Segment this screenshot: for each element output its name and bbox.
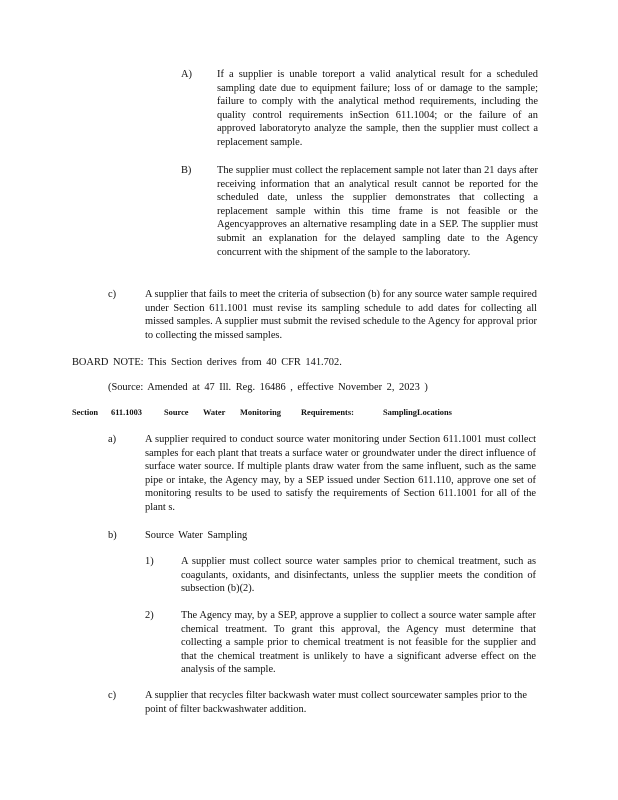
paragraph-b-2: The Agency may, by a SEP, approve a supplier to collect a source water sample after chemical treatment. To grant this approval, the Agency must determine that collecting a sample prior to chemical treatment is not feasible for the supplier and that the chemical treatment is unlikely to have a significant adverse effect on the analysis of the sample. — [181, 610, 536, 676]
list-label-b: b) — [108, 530, 117, 541]
paragraph-b-1: A supplier must collect source water samples prior to chemical treatment, such as coagulants, oxidants, and disinfectants, unless the supplier meets the condition of subsection (b)(2). — [181, 556, 536, 595]
sublist-label-1: 1) — [145, 556, 154, 567]
section-title-word: Source — [164, 408, 189, 417]
paragraph-B: The supplier must collect the replacement sample not later than 21 days after receiving information that an analytical result cannot be reported for the scheduled date, unless the supplier demonstrates that collecting a replacement sample within this time frame is not feasible or the Agencyapproves an alternative resampling date in a SEP. The supplier must submit an explanation for the delayed sampling date to the Agency concurrent with the shipment of the sample to the laboratory. — [217, 165, 538, 258]
section-title-word: SamplingLocations — [383, 408, 452, 417]
paragraph-c-upper: A supplier that fails to meet the criteria of subsection (b) for any source water sample required under Section 611.1001 must revise its sampling schedule to add dates for collecting all missed samples. A supplier must submit the revised schedule to the Agency for approval prior to collecting the missed samples. — [145, 289, 537, 341]
sublist-label-2: 2) — [145, 610, 154, 621]
section-title-word: Water — [203, 408, 226, 417]
source-note: (Source: Amended at 47 Ill. Reg. 16486 , effective November 2, 2023 ) — [108, 382, 428, 393]
section-word: Section — [72, 408, 99, 417]
list-label-c: c) — [108, 690, 117, 701]
section-number: 611.1003 — [111, 408, 142, 417]
paragraph-c: A supplier that recycles filter backwash water must collect sourcewater samples prior to the point of filter backwashwater addition. — [145, 690, 527, 715]
board-note: BOARD NOTE: This Section derives from 40 CFR 141.702. — [72, 357, 342, 368]
paragraph-A: If a supplier is unable toreport a valid analytical result for a scheduled sampling date due to equipment failure; loss of or damage to the sample; failure to comply with the analytical method requirements, including the quality control requirements inSection 611.1004; or the failure of an approved laboratoryto analyze the sample, then the supplier must collect a replacement sample. — [217, 69, 538, 148]
section-title-word: Requirements: — [301, 408, 354, 417]
list-label-A: A) — [181, 69, 192, 80]
paragraph-a: A supplier required to conduct source water monitoring under Section 611.1001 must collect samples for each plant that treats a surface water or groundwater under the direct influence of surface water source. If multiple plants draw water from the same influent, such as the same pipe or intake, the Agency may, by a SEP issued under Section 611.110, approve one set of monitoring results to be used to satisfy the requirements of Section 611.1001 for all of the plant s. — [145, 434, 536, 513]
list-label-c-upper: c) — [108, 289, 117, 300]
list-label-B: B) — [181, 165, 192, 176]
list-label-a: a) — [108, 434, 117, 445]
paragraph-b-heading: Source Water Sampling — [145, 530, 248, 541]
section-title-word: Monitoring — [240, 408, 281, 417]
